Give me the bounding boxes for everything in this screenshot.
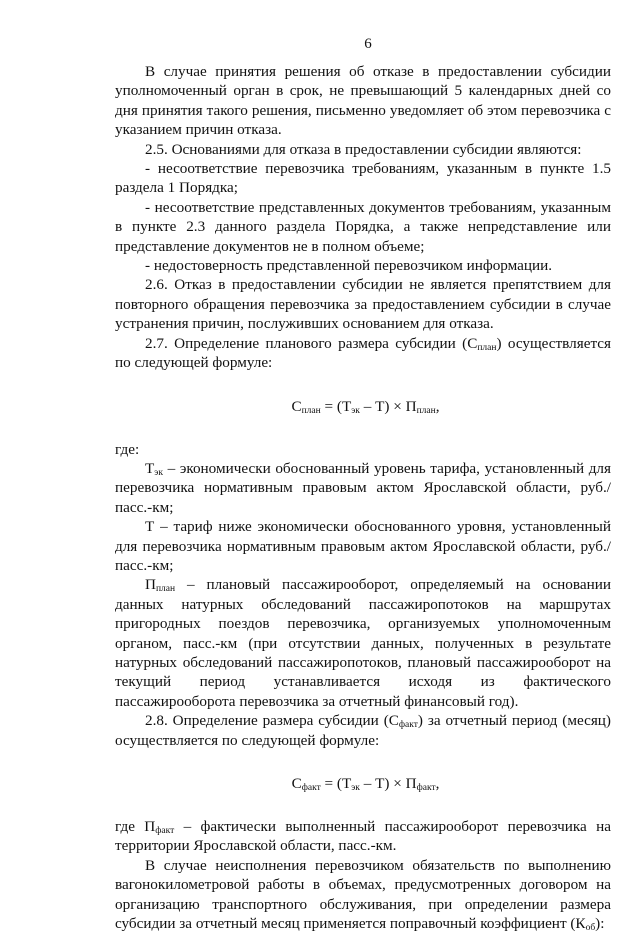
formula2-rhs-sub: факт: [416, 783, 436, 793]
formula-actual-subsidy: [115, 774, 611, 793]
p9-text-a: В случае неисполнения перевозчиком обязательств по выполнению вагонокилометровой работы в объемах, предусмотренных договором на организацию транспортного обслуживания, при определении размера субсидии за отчетный месяц применяется поправочный коэффициент (К: [115, 856, 611, 933]
def4-text: – фактически выполненный пассажирооборот перевозчика на территории Ярославской области, пасс.-км.: [115, 818, 611, 855]
paragraph-2-7-text-b: ) осуществляется по следующей формуле:: [115, 334, 611, 372]
paragraph-2-5-item-3: - недостоверность представленной перевозчиком информации.: [145, 257, 553, 275]
formula1-mid1: = (Т: [320, 397, 352, 415]
page-number: 6: [364, 36, 372, 52]
formula1-lhs: С: [291, 397, 302, 415]
def1-symbol: Т: [145, 459, 155, 477]
formula1-rhs-sub: план: [416, 405, 436, 416]
paragraph-2-8: [115, 711, 611, 750]
paragraph-2-6: 2.6. Отказ в предоставлении субсидии не является препятствием для повторного обращения перевозчика за предоставлением субсидии в случае устранения причин, послуживших основанием для отказа.: [115, 276, 611, 333]
paragraph-2-5-item-2: - несоответствие представленных документов требованиям, указанным в пункте 2.3 данного раздела Порядка, а также непредставление или представление документов не в полном объеме;: [115, 198, 611, 255]
definition-tariff: Т – тариф ниже экономически обоснованного уровня, установленный для перевозчика нормативным правовым актом Ярославской области, руб./пасс.-км;: [115, 518, 611, 574]
def1-symbol-sub: эк: [154, 467, 163, 478]
definition-planned-turnover: [115, 575, 611, 711]
def1-text: – экономически обоснованный уровень тарифа, установленный для перевозчика нормативным правовым актом Ярославской области, руб./пасс.-км;: [115, 459, 611, 516]
formula1-mid1-sub: эк: [351, 405, 360, 416]
paragraph-2-7-text-a: 2.7. Определение планового размера субсидии (С: [145, 334, 478, 352]
paragraph-correction-coefficient: [115, 856, 611, 933]
formula1-mid2: – Т) × П: [359, 397, 417, 415]
paragraph-2-5: 2.5. Основаниями для отказа в предоставлении субсидии являются:: [145, 140, 582, 158]
formula2-mid2: – Т) × П: [359, 775, 417, 792]
formula2-tail: ,: [435, 775, 440, 792]
paragraph-2-8-text-a: 2.8. Определение размера субсидии (С: [145, 712, 399, 730]
paragraph-2-8-sub: факт: [398, 720, 418, 731]
def4-sub: факт: [155, 826, 175, 836]
paragraph-refusal-notice: В случае принятия решения об отказе в предоставлении субсидии уполномоченный орган в срок, не превышающий 5 календарных дней со дня принятия такого решения, письменно уведомляет об этом перевозчика с указанием причин отказа.: [115, 63, 611, 139]
definition-actual-turnover: [115, 817, 611, 856]
formula2-mid1-sub: эк: [351, 783, 360, 793]
def3-symbol-sub: план: [155, 584, 176, 595]
formula1-tail: ,: [435, 397, 440, 415]
formula2-lhs-sub: факт: [301, 783, 321, 793]
formula2-mid1: = (Т: [320, 775, 352, 792]
paragraph-2-5-item-1: - несоответствие перевозчика требованиям, указанным в пункте 1.5 раздела 1 Порядка;: [115, 160, 611, 197]
formula-planned-subsidy: [115, 397, 611, 416]
def4-text-a: где П: [115, 818, 156, 835]
paragraph-2-7: [115, 334, 611, 373]
paragraph-2-7-sub: план: [477, 342, 497, 353]
p9-sub: об: [585, 923, 596, 933]
formula1-lhs-sub: план: [301, 405, 321, 416]
definition-tariff-economic: [115, 459, 611, 517]
paragraph-2-8-text-b: ) за отчетный период (месяц) осуществляется по следующей формуле:: [115, 712, 611, 749]
formula2-lhs: С: [291, 775, 302, 792]
p9-text-b: ):: [595, 915, 605, 933]
where-label: где:: [115, 440, 140, 458]
def3-text: – плановый пассажирооборот, определяемый на основании данных натурных обследований пассажиропотоков на маршрутах пригородных поездов перевозчика, организуемых уполномоченным органом, пасс.-км (при отсутствии данных, полученных в результате натурных обследований пассажиропотоков, плановый пассажирооборот на текущий период устанавливается исходя из фактического пассажирооборота перевозчика за отчетный финансовый год).: [115, 576, 611, 710]
def3-symbol: П: [145, 576, 156, 594]
